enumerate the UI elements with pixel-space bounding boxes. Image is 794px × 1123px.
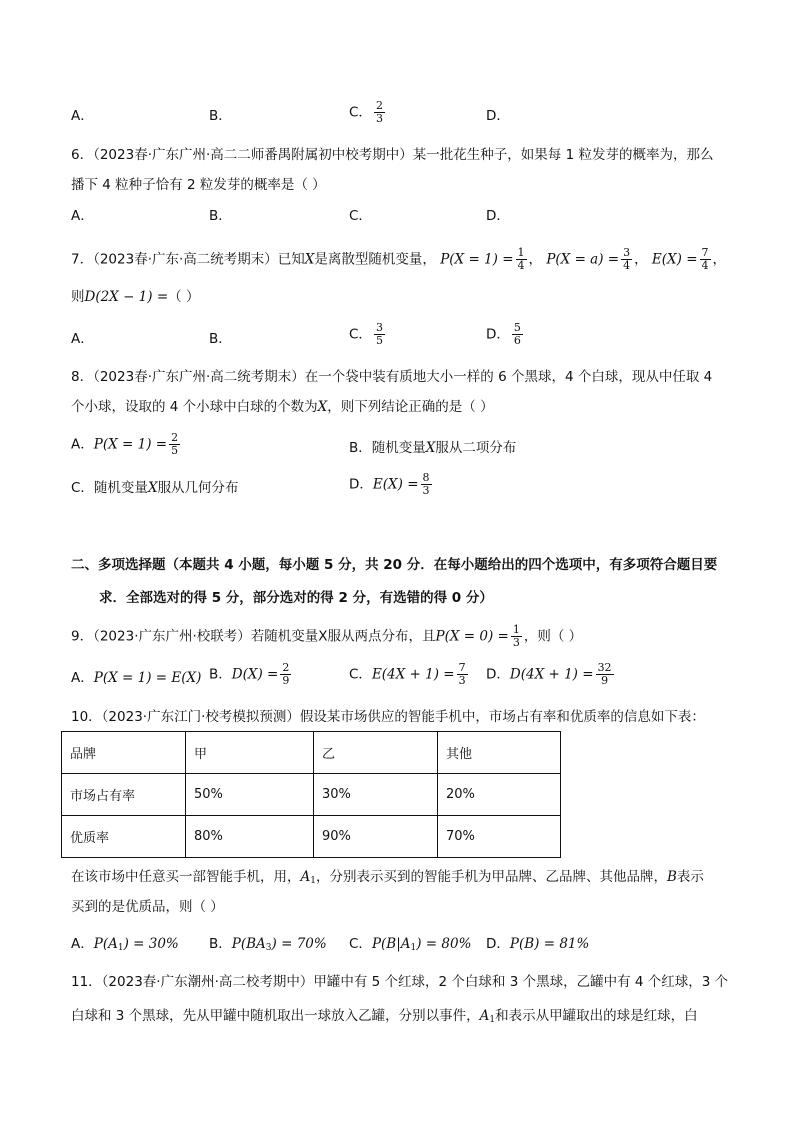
market-table <box>61 731 561 858</box>
q7-option-b[interactable]: B． <box>209 331 232 347</box>
table-cell: 其他 <box>438 732 561 774</box>
table-cell: 市场占有率 <box>62 774 186 816</box>
table-row <box>62 774 561 816</box>
q10-option-c[interactable]: C．$P(B|A_1) = 80\%$ <box>349 936 472 953</box>
fraction: $\frac{2}{3}$ <box>375 99 383 125</box>
q10-option-a[interactable]: A．$P(A_1) = 30\%$ <box>71 936 179 953</box>
table-cell: 甲 <box>186 732 314 774</box>
q6-option-c[interactable]: C． <box>349 208 372 224</box>
q8-stem-line2: 个小球，设取的 4 个小球中白球的个数为X，则下列结论正确的是（ ） <box>71 399 494 415</box>
q9-option-d[interactable]: D．D(4X + 1) = $\frac{32}{9}$ <box>486 661 612 687</box>
q5-option-c[interactable]: C． $\frac{2}{3}$ <box>349 99 383 125</box>
q8-stem-line1: 8．（2023春·广东广州·高二统考期末）在一个袋中装有质地大小一样的 6 个黑球，4 个白球，现从中任取 4 <box>71 369 713 385</box>
q7-option-d[interactable]: D． $\frac{5}{6}$ <box>486 321 521 347</box>
q10-option-d[interactable]: D．P(B) = 81% <box>486 936 590 952</box>
q6-stem-line1: 6．（2023春·广东广州·高二二师番禺附属初中校考期中）某一批花生种子，如果每 1 粒发芽的概率为，那么 <box>71 147 714 163</box>
q5-options <box>71 106 94 126</box>
section2-heading-line2: 求．全部选对的得 5 分，部分选对的得 2 分，有选错的得 0 分） <box>99 590 493 606</box>
table-cell: 乙 <box>314 732 438 774</box>
q9-option-c[interactable]: C．E(4X + 1) = $\frac{7}{3}$ <box>349 661 466 687</box>
table-cell: 80% <box>186 816 314 858</box>
table-row <box>62 816 561 858</box>
table-cell: 70% <box>438 816 561 858</box>
q9-option-b[interactable]: B．D(X) = $\frac{2}{9}$ <box>209 661 290 687</box>
table-cell: 90% <box>314 816 438 858</box>
q10-stem: 10．（2023·广东江门·校考模拟预测）假设某市场供应的智能手机中，市场占有率和优质率的信息如下表： <box>71 709 705 725</box>
q9-option-a[interactable]: A．P(X = 1) = E(X) <box>71 670 202 686</box>
q5-option-b[interactable]: B． <box>209 108 232 124</box>
q8-option-d[interactable]: D．E(X) = $\frac{8}{3}$ <box>349 471 430 497</box>
section2-heading-line1: 二、多项选择题（本题共 4 小题，每小题 5 分，共 20 分．在每小题给出的四个选项中，有多项符合题目要 <box>71 557 718 573</box>
table-cell: 50% <box>186 774 314 816</box>
q7-stem-line2: 则D(2X − 1) =（ ） <box>71 289 200 305</box>
table-cell: 30% <box>314 774 438 816</box>
q8-option-c[interactable]: C．随机变量X服从几何分布 <box>71 480 239 496</box>
q9-stem: 9．（2023·广东广州·校联考）若随机变量Ⅹ服从两点分布，且P(X = 0) = $\frac{1}{3}$ ，则（ ） <box>71 623 583 649</box>
q7-option-a[interactable]: A． <box>71 331 94 347</box>
q6-stem-line2: 播下 4 粒种子恰有 2 粒发芽的概率是（ ） <box>71 177 326 193</box>
q7-option-c[interactable]: C． $\frac{3}{5}$ <box>349 321 383 347</box>
table-cell: 品牌 <box>62 732 186 774</box>
table-cell: 优质率 <box>62 816 186 858</box>
q6-option-b[interactable]: B． <box>209 208 232 224</box>
q8-option-b[interactable]: B．随机变量X服从二项分布 <box>349 440 517 456</box>
table-row <box>62 732 561 774</box>
q7-stem-line1: 7．（2023春·广东·高二统考期末）已知X是离散型随机变量， P(X = 1) = $\frac{1}{4}$ ， P(X = a) = $\frac{3}{4}$ ， E(X) = $\frac{7}{4}$ ， <box>71 246 727 272</box>
q10-option-b[interactable]: B．$P(BA_3) = 70\%$ <box>209 936 327 953</box>
q11-stem-line1: 11．（2023春·广东潮州·高二校考期中）甲罐中有 5 个红球，2 个白球和 3 个黑球，乙罐中有 4 个红球，3 个 <box>71 974 729 990</box>
q6-option-d[interactable]: D． <box>486 208 510 224</box>
table-cell: 20% <box>438 774 561 816</box>
q5-option-d[interactable]: D． <box>486 108 510 124</box>
q10-after-line1: 在该市场中任意买一部智能手机，用，$A_1$，分别表示买到的智能手机为甲品牌、乙品牌、其他品牌，B表示 <box>71 869 704 886</box>
q8-option-a[interactable]: A．P(X = 1) = $\frac{2}{5}$ <box>71 431 179 457</box>
q5-option-a[interactable]: A． <box>71 108 94 124</box>
q11-stem-line2: 白球和 3 个黑球，先从甲罐中随机取出一球放入乙罐，分别以事件，$A_1$和表示从甲罐取出的球是红球，白 <box>71 1008 698 1025</box>
q10-after-line2: 买到的是优质品，则（ ） <box>71 899 224 915</box>
q6-option-a[interactable]: A． <box>71 208 94 224</box>
